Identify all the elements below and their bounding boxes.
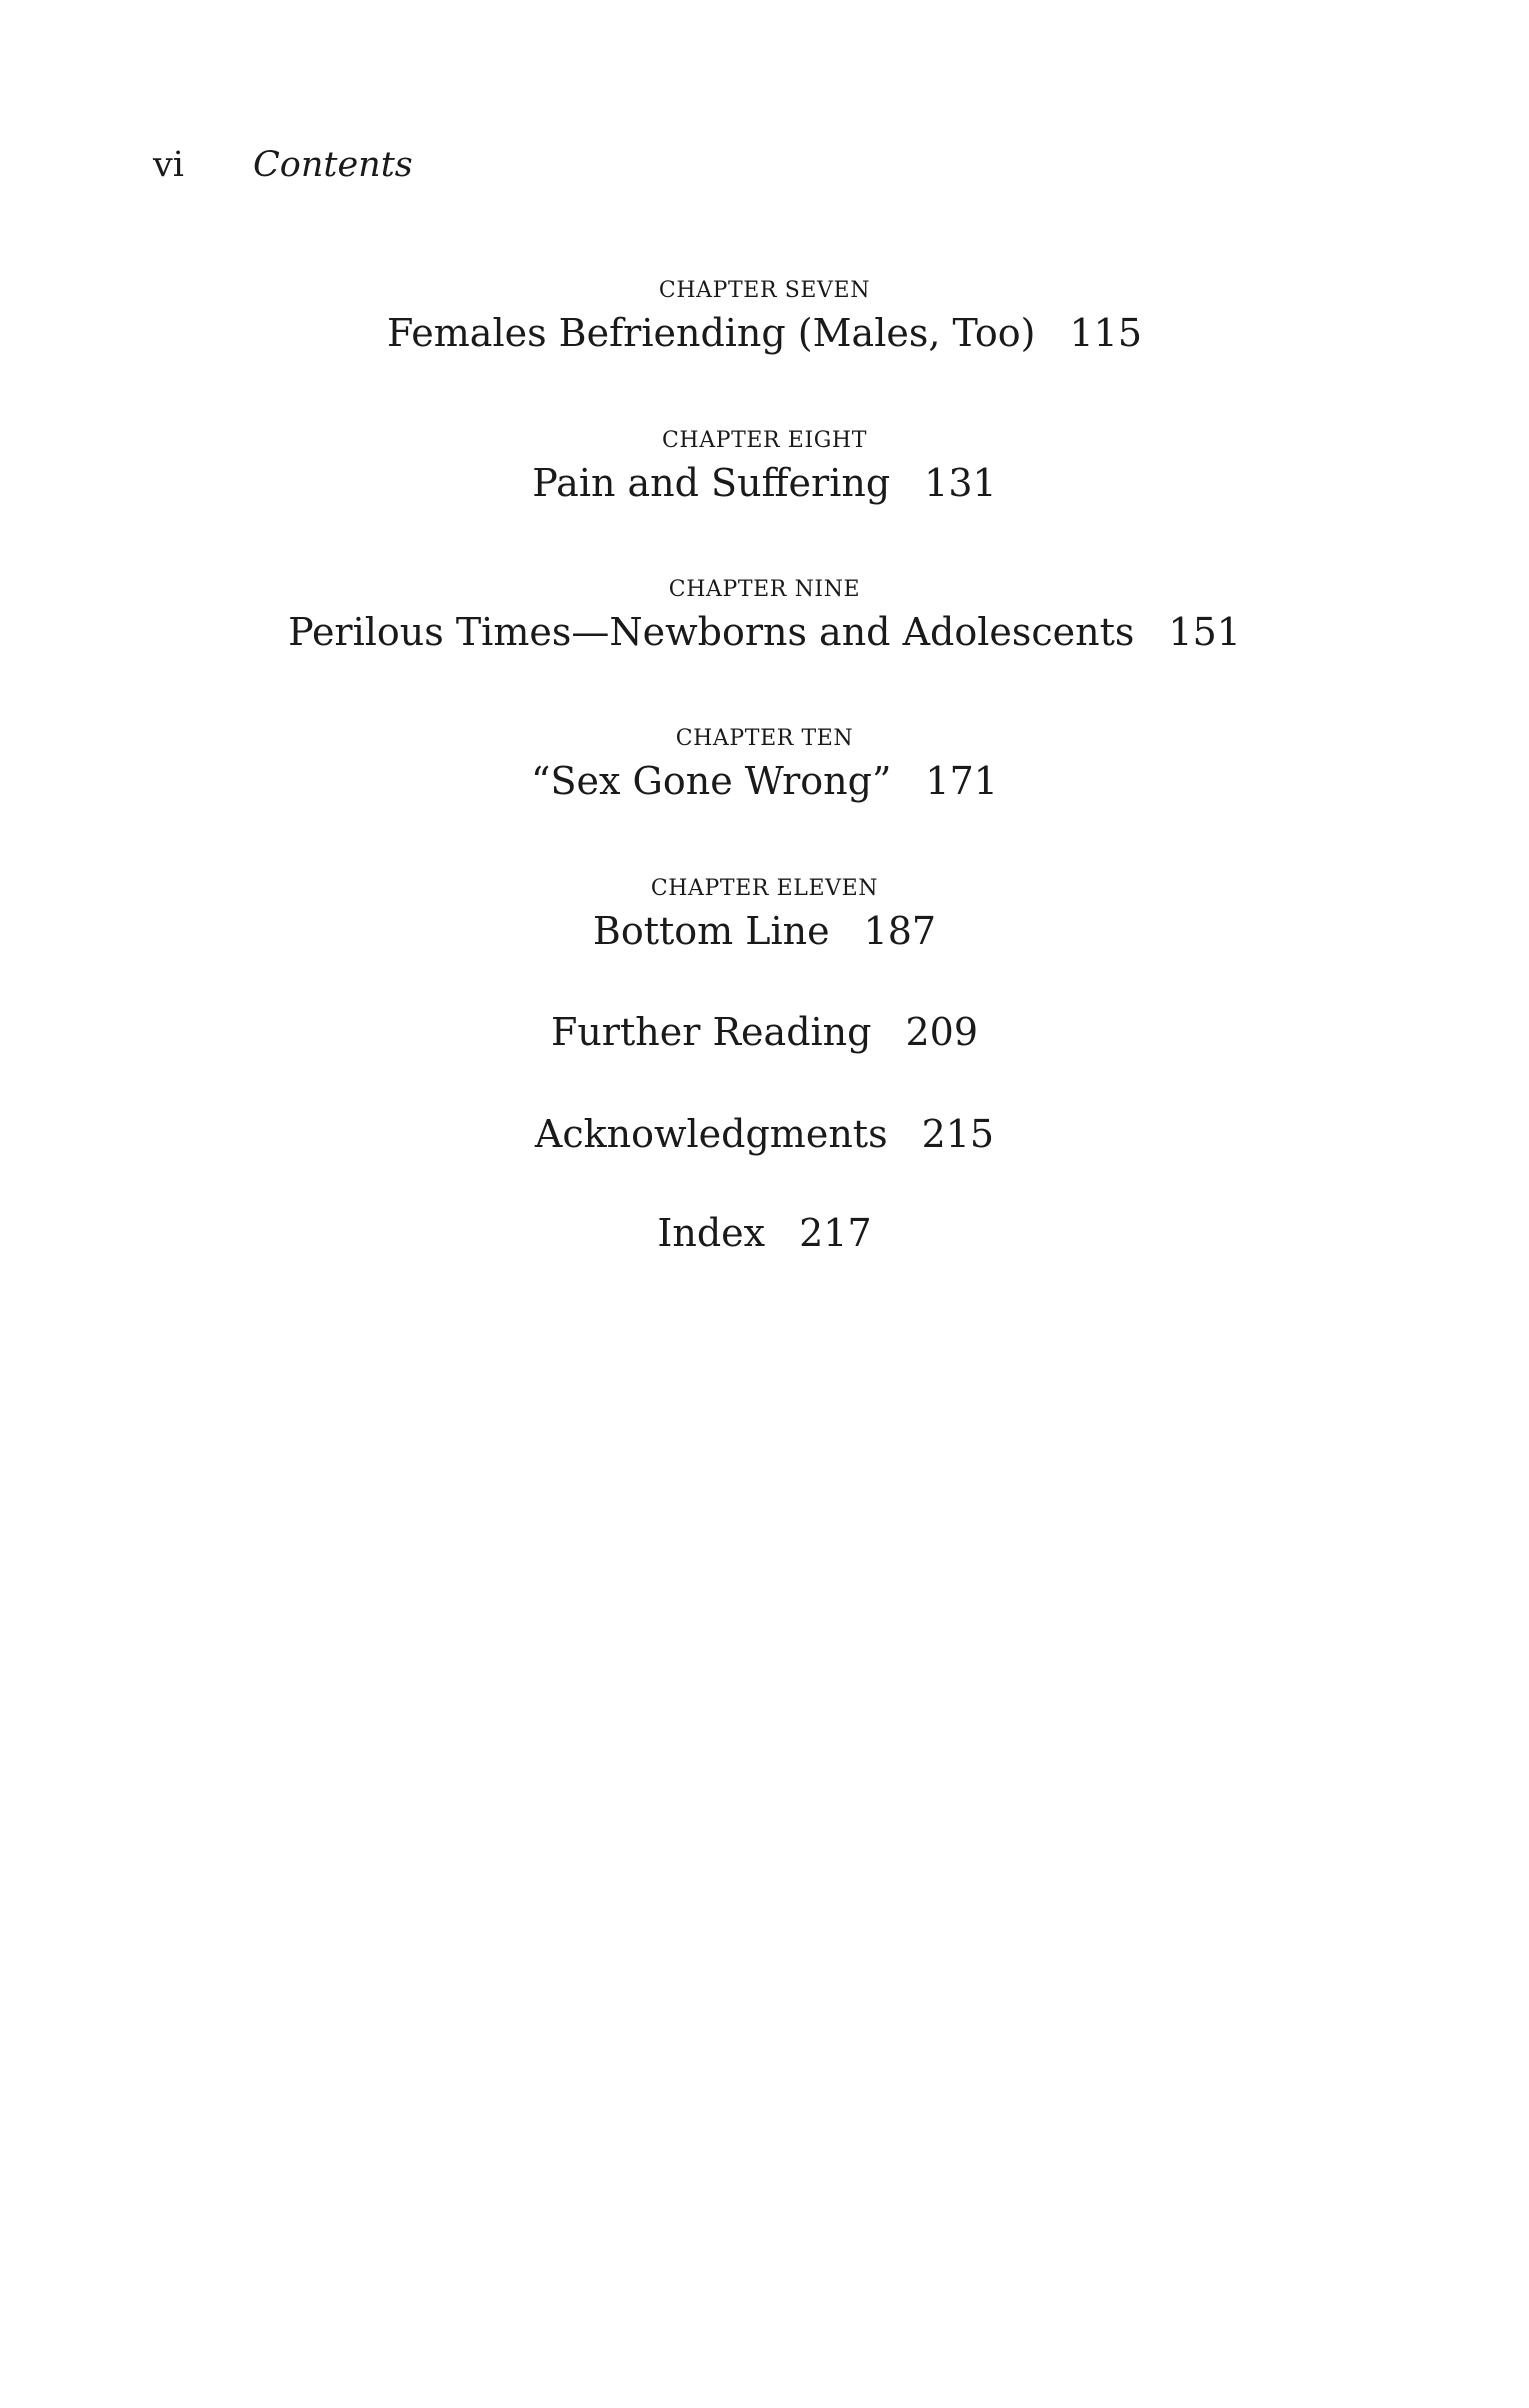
toc-page-number: 151 xyxy=(1168,610,1241,654)
toc-page-number: 115 xyxy=(1069,311,1142,355)
toc-entry xyxy=(0,759,1529,803)
toc-entry-title: Acknowledgments xyxy=(534,1112,888,1156)
chapter-label: CHAPTER EIGHT xyxy=(662,428,867,453)
toc-entry xyxy=(0,909,1529,953)
toc-page-number: 171 xyxy=(925,759,998,803)
toc-entry xyxy=(0,311,1529,355)
toc-page-number: 131 xyxy=(924,461,997,505)
chapter-label: CHAPTER ELEVEN xyxy=(650,876,879,901)
toc-entry-title: Perilous Times—Newborns and Adolescents xyxy=(288,610,1135,654)
running-head xyxy=(153,145,413,185)
toc-page-number: 217 xyxy=(799,1211,872,1255)
toc-entry-title: Index xyxy=(657,1211,766,1255)
toc-entry xyxy=(0,1211,1529,1255)
toc-entry-title: Further Reading xyxy=(550,1010,872,1054)
toc-entry-title: Females Befriending (Males, Too) xyxy=(387,311,1036,355)
running-head-title: Contents xyxy=(253,145,413,185)
chapter-label: CHAPTER TEN xyxy=(675,726,854,751)
toc-entry-title: Pain and Suffering xyxy=(532,461,891,505)
chapter-label: CHAPTER NINE xyxy=(668,577,861,602)
toc-entry-title: Bottom Line xyxy=(592,909,830,953)
toc-page-number: 209 xyxy=(905,1010,979,1054)
chapter-label: CHAPTER SEVEN xyxy=(658,278,871,303)
toc-page-number: 187 xyxy=(863,909,937,953)
toc-entry xyxy=(0,1112,1529,1156)
toc-page-number: 215 xyxy=(921,1112,995,1156)
page-folio: vi xyxy=(153,145,184,185)
toc-entry xyxy=(0,1010,1529,1054)
toc-entry xyxy=(0,610,1529,654)
toc-entry-title: “Sex Gone Wrong” xyxy=(531,759,892,803)
toc-entry xyxy=(0,461,1529,505)
